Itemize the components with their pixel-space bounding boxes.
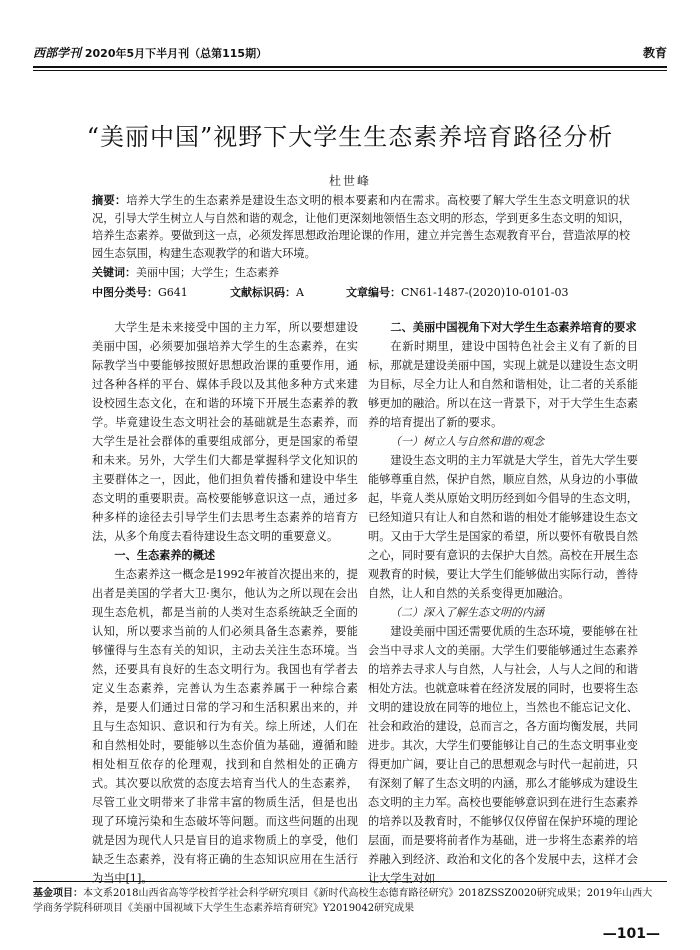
section-heading: 一、生态素养的概述 bbox=[114, 549, 216, 562]
article-id-label: 文章编号： bbox=[346, 286, 401, 299]
article-id-value: CN61-1487-(2020)10-0101-03 bbox=[401, 286, 569, 299]
keywords bbox=[92, 264, 279, 280]
abstract bbox=[92, 192, 630, 262]
doc-code-label: 文献标识码： bbox=[230, 286, 296, 299]
article-id-block bbox=[346, 284, 568, 300]
keywords-text: 美丽中国；大学生；生态素养 bbox=[136, 266, 279, 279]
running-header bbox=[33, 42, 667, 62]
paragraph: 生态素养这一概念是1992年被首次提出来的，提出者是美国的学者大卫·奥尔，他认为之所以现在会出现生态危机，都是当前的人类对生态系统缺乏全面的认知，所以要求当前的人们必须具备生态素养，要能够懂得与生态有关的知识，主动去关注生态环境。当然，还要具有良好的生态文明行为。我国也有学者去定义生态素养，完善认为生态素养属于一种综合素养，是要人们通过日常的学习和生活积累出来的，并且与生态知识、意识和行为有关。综上所述，人们在和自然相处时，要能够以生态价值为基础，遵循和睦相处相互依存的伦理观，找到和自然相处的正确方式。其次要以欣赏的态度去培育当代人的生态素养，尽管工业文明带来了非常丰富的物质生活，但是也出现了环境污染和生态破坏等问题。而这些问题的出现就是因为现代人只是盲目的追求物质上的享受，他们缺乏生态素养，没有将正确的生态知识应用在生活行为当中[1]。 bbox=[92, 568, 358, 885]
section-name: 教育 bbox=[642, 46, 667, 60]
funding-text: 本文系2018山西省高等学校哲学社会科学研究项目《新时代高校生态德育路径研究》2018ZSSZ0020研究成果；2019年山西大学商务学院科研项目《美丽中国视域下大学生生态素养培育研究》Y2019042研究成果 bbox=[33, 888, 653, 914]
doc-code-block bbox=[230, 284, 304, 300]
left-column bbox=[92, 318, 358, 888]
paragraph: 大学生是未来接受中国的主力军，所以要想建设美丽中国，必须要加强培养大学生的生态素养，在实际教学当中要能够按照好思想政治课的重要作用，通过各种各样的平台、媒体手段以及其他多种方式来建设校园生态文化，在和谐的环境下开展生态素养的教学。毕竟建设生态文明社会的基础就是生态素养，而大学生是社会群体的重要组成部分，更是国家的希望和未来。另外，大学生们大都是掌握科学文化知识的主要群体之一，因此，他们担负着传播和建设中华生态文明的重要职责。高校要能够意识这一点，通过多种多样的途径去引导学生们去思考生态素养的培育方法，从多个角度去看待建设生态文明的重要意义。 bbox=[92, 321, 358, 543]
header-rule-thin bbox=[33, 70, 667, 71]
paragraph: 建设美丽中国还需要优质的生态环境，要能够在社会当中寻求人文的美丽。大学生们要能够通过生态素养的培养去寻求人与自然，人与社会，人与人之间的和谐相处方法。也就意味着在经济发展的同时，也要将生态文明的建设放在同等的地位上，当然也不能忘记文化、社会和政治的建设，总而言之，各方面均衡发展，共同进步。其次，大学生们要能够让自己的生态文明事业变得更加广阔，要让自己的思想观念与时代一起前进，只有深刻了解了生态文明的内涵，那么才能够成为建设生态文明的主力军。高校也要能够意识到在进行生态素养的培养以及教育时，不能够仅仅停留在保护环境的理论层面，而是要将前者作为基础，进一步将生态素养的培养融入到经济、政治和文化的各个发展中去，这样才会让大学生对如 bbox=[368, 625, 638, 885]
issue-info: 2020年5月下半月刊（总第115期） bbox=[84, 47, 268, 60]
right-column bbox=[368, 318, 638, 888]
funding-label: 基金项目： bbox=[33, 888, 83, 899]
clc-value: G641 bbox=[158, 286, 188, 299]
clc-block bbox=[92, 284, 188, 300]
page-number: —101— bbox=[602, 926, 660, 942]
section-heading: （二）深入了解生态文明的内涵 bbox=[390, 606, 544, 619]
footnote-rule bbox=[33, 881, 667, 882]
section-heading: （一）树立人与自然和谐的观念 bbox=[390, 435, 544, 448]
paragraph: 在新时期里，建设中国特色社会主义有了新的目标，那就是建设美丽中国，实现上就是以建设生态文明为目标，尽全力让人和自然和谐相处，让二者的关系能够更加的融洽。所以在这一背景下，对于大学生生态素养的培育提出了新的要求。 bbox=[368, 340, 638, 429]
funding-note bbox=[33, 886, 660, 916]
clc-label: 中图分类号： bbox=[92, 286, 158, 299]
doc-code-value: A bbox=[296, 286, 304, 299]
article-title: “美丽中国”视野下大学生生态素养培育路径分析 bbox=[86, 123, 614, 151]
abstract-text: 培养大学生的生态素养是建设生态文明的根本要素和内在需求。高校要了解大学生生态文明意识的状况，引导大学生树立人与自然和谐的观念，让他们更深刻地领悟生态文明的形态，学到更多生态文明的知识，培养生态素养。要做到这一点，必须发挥思想政治理论课的作用，建立并完善生态观教育平台，营造浓厚的校园生态氛围，构建生态观教学的和谐大环境。 bbox=[92, 194, 630, 260]
header-rule bbox=[33, 66, 667, 68]
abstract-label: 摘要： bbox=[92, 194, 127, 207]
author-name: 杜世峰 bbox=[328, 174, 371, 188]
keywords-label: 关键词： bbox=[92, 266, 136, 279]
header-left bbox=[33, 44, 267, 61]
journal-name: 西部学刊 bbox=[33, 46, 82, 60]
paragraph: 建设生态文明的主力军就是大学生，首先大学生要能够尊重自然，保护自然，顺应自然，从身边的小事做起，毕竟人类从原始文明历经到如今倡导的生态文明，已经知道只有让人和自然和谐的相处才能够建设生态文明。又由于大学生是国家的希望，所以要怀有敬畏自然之心，同时要有意识的去保护大自然。高校在开展生态观教育的时候，要让大学生们能够做出实际行动，善待自然，让人和自然的关系变得更加融洽。 bbox=[368, 454, 638, 600]
section-heading: 二、美丽中国视角下对大学生生态素养培育的要求 bbox=[390, 321, 637, 334]
